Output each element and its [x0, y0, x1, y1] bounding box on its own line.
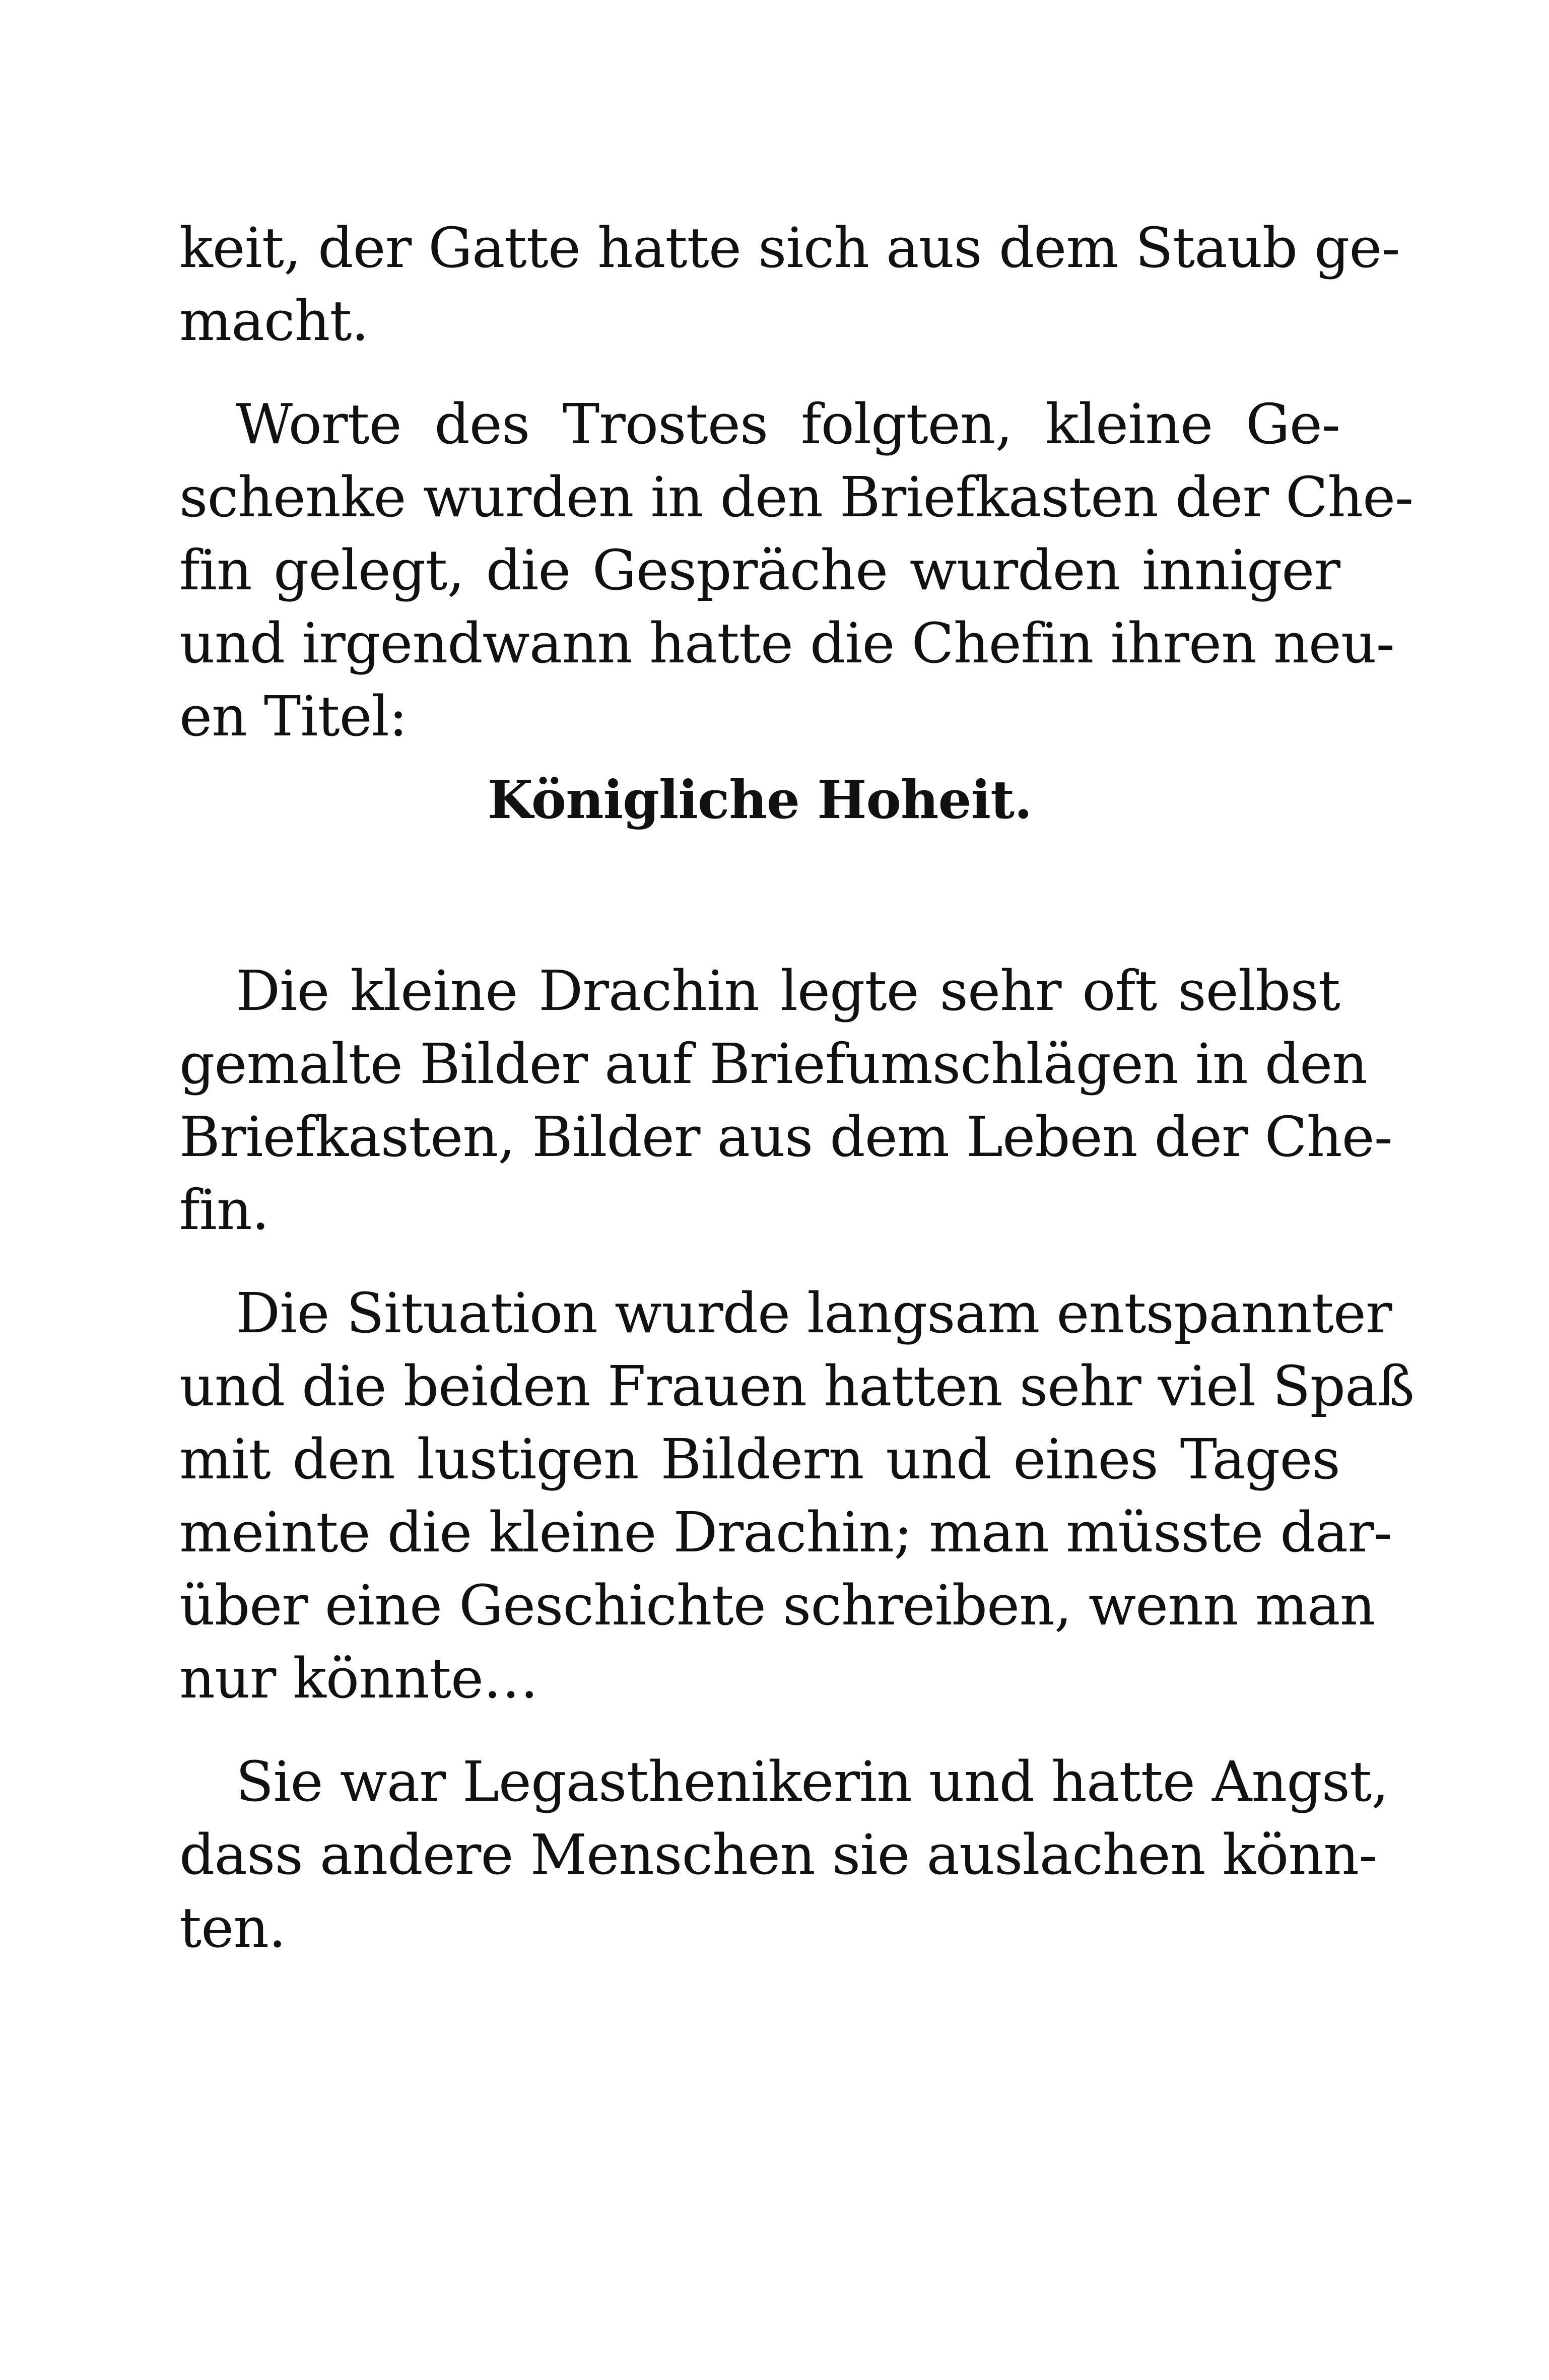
text-line: macht.	[179, 289, 369, 353]
text-line: mit den lustigen Bildern und eines Tages	[179, 1427, 1340, 1491]
text-line: fin gelegt, die Gespräche wurden inniger	[179, 538, 1340, 602]
text-line: schenke wurden in den Briefkasten der Che-	[179, 465, 1413, 529]
text-line: Briefkasten, Bilder aus dem Leben der Che-	[179, 1105, 1392, 1169]
text-line: und die beiden Frauen hatten sehr viel Spaß	[179, 1354, 1415, 1418]
text-line: Worte des Trostes folgten, kleine Ge-	[236, 392, 1340, 456]
text-line: dass andere Menschen sie auslachen könn-	[179, 1822, 1377, 1887]
section-heading: Königliche Hoheit.	[487, 769, 1032, 831]
text-line: und irgendwann hatte die Chefin ihren neu-	[179, 611, 1394, 675]
paragraph	[179, 212, 1400, 358]
text-line: meinte die kleine Drachin; man müsste dar-	[179, 1500, 1392, 1565]
text-line: keit, der Gatte hatte sich aus dem Staub ge-	[179, 216, 1400, 280]
text-line: Die Situation wurde langsam entspannter	[236, 1281, 1392, 1345]
paragraph	[179, 388, 1413, 753]
text-line: nur könnte…	[179, 1646, 538, 1711]
paragraph	[179, 1745, 1389, 1964]
text-line: en Titel:	[179, 684, 408, 749]
page-body	[179, 212, 1415, 1964]
text-line: über eine Geschichte schreiben, wenn man	[179, 1573, 1375, 1638]
paragraph	[179, 1277, 1415, 1715]
text-line: Sie war Legasthenikerin und hatte Angst,	[236, 1749, 1389, 1814]
text-line: fin.	[179, 1178, 269, 1242]
text-line: gemalte Bilder auf Briefumschlägen in den	[179, 1032, 1368, 1096]
text-line: ten.	[179, 1895, 286, 1960]
text-line: Die kleine Drachin legte sehr oft selbst	[236, 959, 1340, 1023]
paragraph	[179, 955, 1392, 1247]
